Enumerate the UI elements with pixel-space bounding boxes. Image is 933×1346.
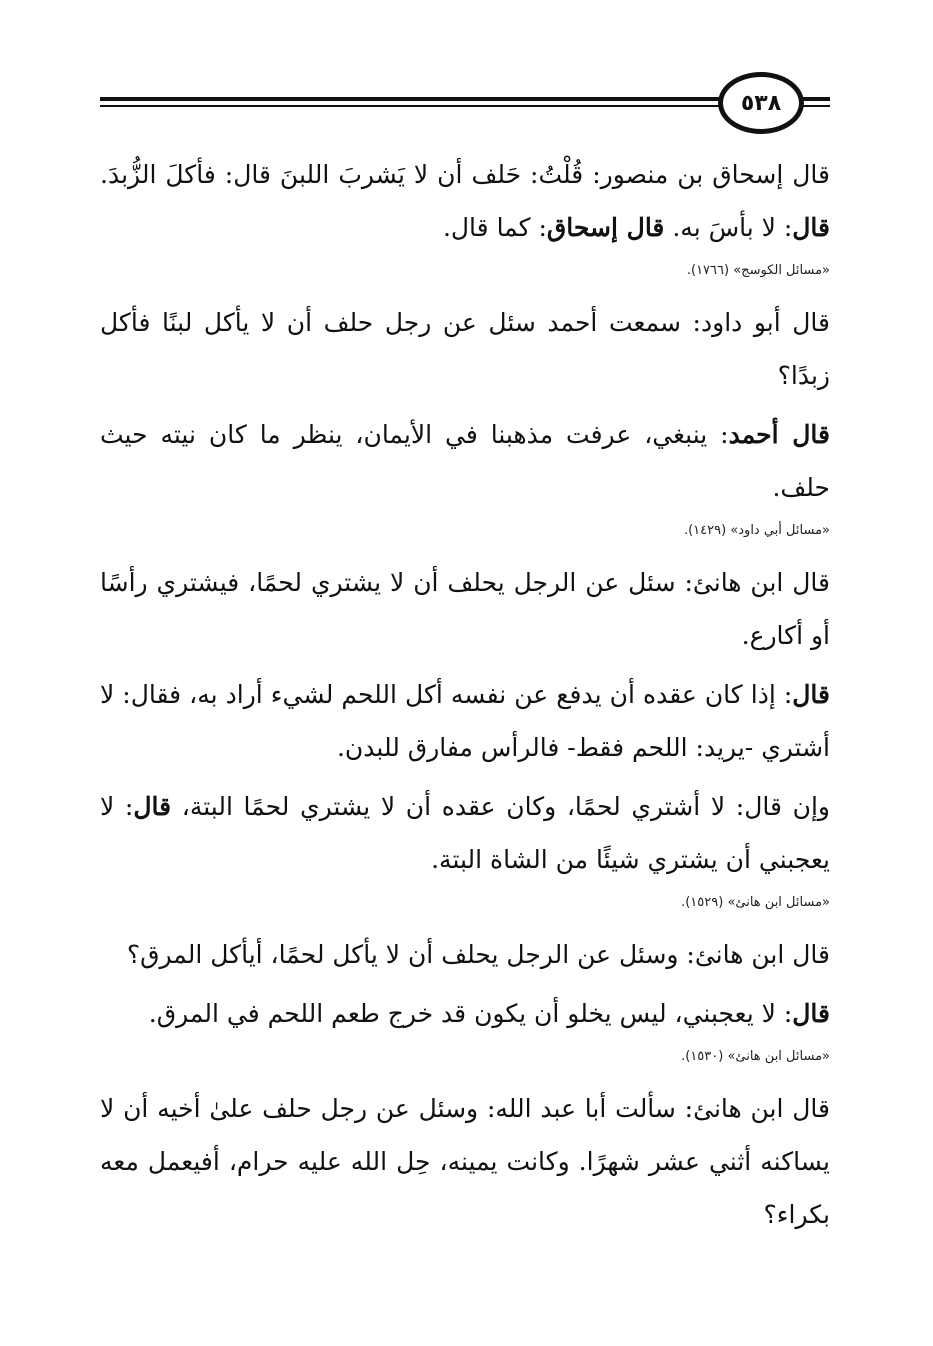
source-citation: «مسائل أبي داود» (١٤٢٩). [683,523,830,538]
header-rule-thin [100,105,720,107]
text-paragraph [100,1082,830,1241]
text-paragraph [100,148,830,254]
paragraph-text: : ينبغي، عرفت مذهبنا في الأيمان، ينظر ما كان نيته حيث حلف. [100,420,830,502]
source-citation: «مسائل ابن هانئ» (١٥٣٠). [681,1049,830,1064]
text-paragraph [100,556,830,662]
page-header [100,72,830,138]
text-paragraph [100,987,830,1040]
speaker-label: قال [792,680,830,709]
text-paragraph [100,668,830,774]
paragraph-text: قال إسحاق بن منصور: قُلْتُ: حَلف أن لا يَشربَ اللبنَ قال: فأكلَ الزُّبدَ. [100,160,830,189]
source-citation: «مسائل الكوسج» (١٧٦٦). [686,263,830,278]
header-rule-thick [100,97,720,101]
page-body [100,148,830,1247]
header-rule-right-thin [800,105,830,107]
paragraph-text: : لا يعجبني أن يشتري شيئًا من الشاة البتة. [100,792,830,874]
page-number: ٥٣٨ [718,72,804,134]
source-citation: «مسائل ابن هانئ» (١٥٢٩). [681,895,830,910]
speaker-label: قال إسحاق [546,213,665,242]
paragraph-text: : لا يعجبني، ليس يخلو أن يكون قد خرج طعم اللحم في المرق. [148,999,793,1028]
paragraph-text: قال ابن هانئ: سألت أبا عبد الله: وسئل عن رجل حلف علىٰ أخيه أن لا يساكنه أثني عشر شهرًا. وكانت يمينه، حِل الله عليه حرام، أفيعمل معه بكراء؟ [100,1094,830,1229]
text-paragraph [100,780,830,886]
paragraph-text: قال ابن هانئ: سئل عن الرجل يحلف أن لا يشتري لحمًا، فيشتري رأسًا أو أكارع. [100,568,830,650]
text-paragraph [100,928,830,981]
paragraph-text: : إذا كان عقده أن يدفع عن نفسه أكل اللحم لشيء أراد به، فقال: لا أشتري -يريد: اللحم فقط- فالرأس مفارق للبدن. [100,680,830,762]
paragraph-text: : لا بأسَ به. [664,213,793,242]
speaker-label: قال أحمد [728,420,830,449]
paragraph-text: قال ابن هانئ: وسئل عن الرجل يحلف أن لا يأكل لحمًا، أيأكل المرق؟ [126,940,830,969]
speaker-label: قال [792,213,830,242]
text-paragraph [100,408,830,514]
paragraph-text: قال أبو داود: سمعت أحمد سئل عن رجل حلف أن لا يأكل لبنًا فأكل زبدًا؟ [100,308,830,390]
speaker-label: قال [792,999,830,1028]
text-paragraph [100,296,830,402]
paragraph-text: وإن قال: لا أشتري لحمًا، وكان عقده أن لا يشتري لحمًا البتة، [171,792,830,821]
speaker-label: قال [133,792,172,821]
header-rule-right-thick [800,97,830,101]
paragraph-text: : كما قال. [442,213,547,242]
